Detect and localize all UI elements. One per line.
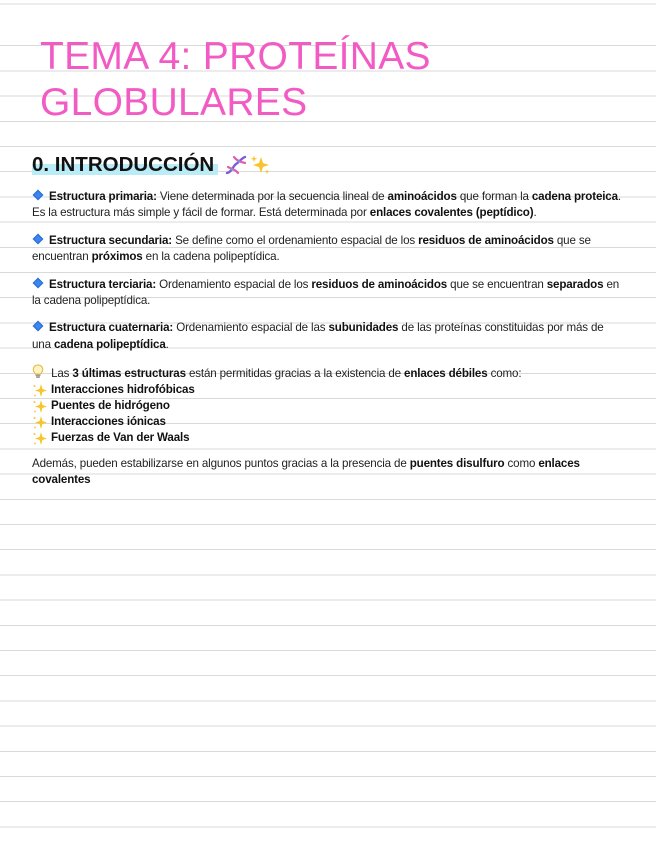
structure-label: Estructura cuaternaria:: [49, 321, 174, 335]
bold-term: 3 últimas estructuras: [72, 367, 186, 381]
structure-label: Estructura terciaria:: [49, 277, 157, 291]
sparkle-icon: [32, 399, 48, 414]
structure-label: Estructura secundaria:: [49, 233, 172, 247]
paragraph-enlaces-debiles: [32, 364, 622, 446]
paragraph-cuaternaria: [32, 320, 622, 353]
bold-term: cadena proteica: [531, 190, 618, 203]
paragraph-text: como:: [487, 367, 522, 381]
light-bulb-icon: [32, 364, 44, 379]
bold-term: puentes disulfuro: [409, 456, 505, 470]
list-item-text: Interacciones iónicas: [51, 415, 166, 429]
blue-diamond-icon: [32, 189, 44, 201]
section-heading: [32, 151, 271, 179]
paragraph-text: que se encuentran: [447, 277, 547, 291]
paragraph-text: .: [533, 206, 537, 220]
paragraph-text: . Es la estructura más simple y fácil de formar. Está determinada por: [32, 190, 621, 220]
paragraph-secundaria: [32, 233, 622, 266]
dna-icon: [224, 154, 248, 176]
sparkle-icon: [32, 383, 48, 398]
paragraph-text: de las proteínas constituidas por más de una: [32, 321, 604, 351]
paragraph-terciaria: [32, 277, 622, 310]
bold-term: separados: [546, 277, 604, 291]
bold-term: enlaces débiles: [404, 367, 488, 381]
paragraph-primaria: [32, 189, 622, 222]
bold-term: enlaces covalentes: [32, 456, 580, 487]
paragraph-text: Se define como el ordenamiento espacial de los: [172, 233, 419, 247]
title-line-2: GLOBULARES: [40, 81, 308, 124]
paragraph-ademas: [32, 456, 622, 489]
sparkle-icon: [32, 431, 48, 446]
bold-term: subunidades: [328, 321, 399, 335]
paragraph-text: Las: [48, 367, 73, 381]
paragraph-text: .: [165, 337, 169, 351]
paragraph-text: en la cadena polipeptídica.: [142, 250, 280, 264]
bold-term: aminoácidos: [387, 190, 457, 203]
list-item: [32, 415, 622, 431]
enlaces-intro: [32, 364, 622, 382]
structure-label: Estructura primaria:: [49, 190, 157, 203]
sparkles-icon: [249, 154, 271, 176]
list-item-text: Puentes de hidrógeno: [51, 399, 170, 413]
paragraph-text: como: [504, 456, 539, 470]
bold-term: enlaces covalentes (peptídico): [369, 206, 534, 220]
paragraph-text: que se encuentran: [32, 233, 591, 264]
bold-term: residuos de aminoácidos: [311, 277, 448, 291]
section-heading-label: 0. INTRODUCCIÓN: [32, 153, 218, 177]
list-item: [32, 431, 622, 447]
blue-diamond-icon: [32, 320, 44, 332]
paragraph-text: en la cadena polipeptídica.: [32, 277, 620, 308]
paragraph-text: están permitidas gracias a la existencia de: [185, 367, 405, 381]
paragraph-text: Ordenamiento espacial de las: [173, 321, 329, 335]
paragraph-text: Viene determinada por la secuencia lineal de: [156, 190, 388, 203]
note-body: [32, 189, 622, 499]
blue-diamond-icon: [32, 277, 44, 289]
title-line-1: TEMA 4: PROTEÍNAS: [40, 35, 431, 78]
bold-term: residuos de aminoácidos: [418, 233, 554, 247]
weak-bonds-list: [32, 383, 622, 447]
list-item-text: Fuerzas de Van der Waals: [51, 431, 190, 445]
list-item: [32, 383, 622, 399]
bold-term: próximos: [91, 250, 143, 264]
paragraph-text: Además, pueden estabilizarse en algunos puntos gracias a la presencia de: [32, 456, 410, 470]
section-heading-emojis: [224, 154, 271, 176]
paragraph-text: Ordenamiento espacial de los: [156, 277, 312, 291]
list-item-text: Interacciones hidrofóbicas: [51, 383, 195, 397]
list-item: [32, 399, 622, 415]
page-title: [40, 34, 640, 126]
sparkle-icon: [32, 415, 48, 430]
paragraph-text: que forman la: [456, 190, 532, 203]
blue-diamond-icon: [32, 233, 44, 245]
bold-term: cadena polipeptídica: [53, 337, 166, 351]
